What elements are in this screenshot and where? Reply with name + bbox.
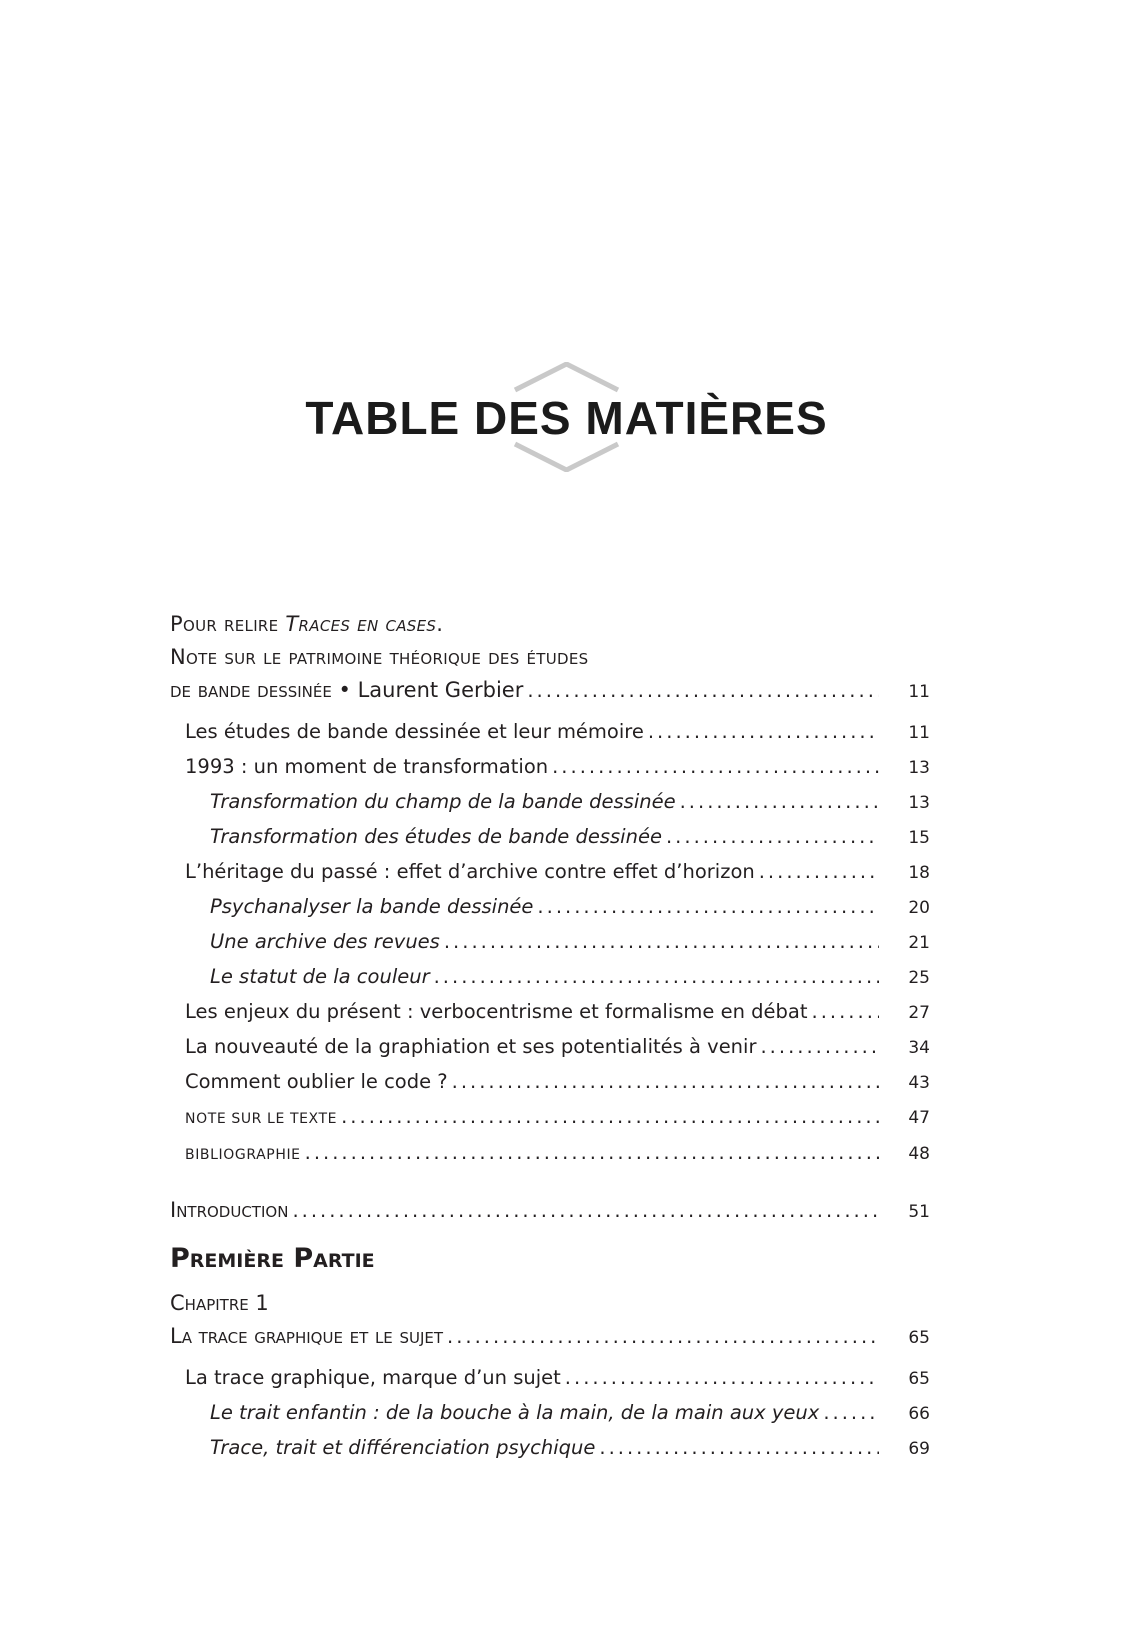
- preface-title-line-3: de bande dessinée: [170, 678, 332, 702]
- preface-author: Laurent Gerbier: [357, 678, 524, 702]
- leader-dots: [444, 925, 879, 958]
- toc-page-number: 34: [908, 1038, 930, 1058]
- toc-page-number: 18: [908, 863, 930, 883]
- leader-dots: [341, 1100, 879, 1133]
- toc-entry-label: Transformation des études de bande dessinée: [210, 825, 662, 848]
- toc-entry-bibliography[interactable]: [170, 1136, 930, 1172]
- toc-entry-label: Le trait enfantin : de la bouche à la main, de la main aux yeux: [210, 1401, 820, 1424]
- toc-page-number: 48: [908, 1144, 930, 1164]
- part-heading: Première Partie: [170, 1243, 375, 1274]
- toc-entry-label: BIBLIOGRAPHIE: [185, 1147, 301, 1163]
- leader-dots: [760, 1030, 879, 1063]
- toc-entry[interactable]: [170, 1030, 930, 1065]
- toc-page-number: 13: [908, 793, 930, 813]
- toc-page-number: 11: [908, 723, 930, 743]
- toc-entry[interactable]: [170, 715, 930, 750]
- toc-entry-label: Une archive des revues: [210, 930, 440, 953]
- toc-entry[interactable]: [170, 855, 930, 890]
- toc-entry-label: Transformation du champ de la bande dessinée: [210, 790, 676, 813]
- toc-subentry[interactable]: [170, 785, 930, 820]
- preface-title-prefix: Pour relire: [170, 612, 286, 636]
- preface-title-suffix: .: [436, 612, 444, 636]
- page-title: TABLE DES MATIÈRES: [305, 392, 828, 444]
- toc-subentry[interactable]: [170, 820, 930, 855]
- toc-entry-label: Le statut de la couleur: [210, 965, 430, 988]
- toc-entry-label: L’héritage du passé : effet d’archive contre effet d’horizon: [185, 860, 755, 883]
- preface-title-line-2: Note sur le patrimoine théorique des études: [170, 645, 589, 669]
- table-of-contents: [170, 608, 930, 1466]
- toc-subentry[interactable]: [170, 1431, 930, 1466]
- toc-page-number: 15: [908, 828, 930, 848]
- chapter-heading: Chapitre 1: [170, 1291, 269, 1315]
- toc-page-number: 47: [908, 1108, 930, 1128]
- toc-page-number: 21: [908, 933, 930, 953]
- preface-title-line-1: [170, 608, 930, 641]
- toc-entry[interactable]: [170, 1065, 930, 1100]
- toc-entry-label: Comment oublier le code ?: [185, 1070, 448, 1093]
- toc-page-number: 25: [908, 968, 930, 988]
- toc-page-number: 51: [908, 1202, 930, 1222]
- toc-entry-preface[interactable]: [170, 674, 930, 709]
- toc-page-number: 11: [908, 682, 930, 702]
- preface-title-italic: Traces en cases: [285, 612, 437, 636]
- toc-subentry[interactable]: [170, 925, 930, 960]
- toc-subentry[interactable]: [170, 890, 930, 925]
- toc-entry-label: Introduction: [170, 1198, 289, 1222]
- toc-page-number: 65: [908, 1328, 930, 1348]
- leader-dots: [680, 785, 879, 818]
- toc-entry-introduction[interactable]: [170, 1194, 930, 1229]
- toc-entry[interactable]: [170, 995, 930, 1030]
- toc-subentry[interactable]: [170, 1396, 930, 1431]
- toc-subentry[interactable]: [170, 960, 930, 995]
- toc-entry[interactable]: [170, 750, 930, 785]
- leader-dots: [552, 750, 879, 783]
- toc-entry-chapter-title[interactable]: [170, 1320, 930, 1355]
- leader-dots: [599, 1431, 879, 1464]
- toc-entry[interactable]: [170, 1361, 930, 1396]
- toc-page-number: 69: [908, 1439, 930, 1459]
- leader-dots: [666, 820, 879, 853]
- toc-entry-label: 1993 : un moment de transformation: [185, 755, 549, 778]
- bullet-separator: •: [331, 678, 358, 702]
- toc-entry-label: [170, 674, 523, 707]
- leader-dots: [452, 1065, 879, 1098]
- leader-dots: [823, 1396, 879, 1429]
- leader-dots: [537, 890, 879, 923]
- leader-dots: [812, 995, 880, 1028]
- toc-page-number: 20: [908, 898, 930, 918]
- leader-dots: [527, 674, 879, 707]
- toc-page-number: 65: [908, 1369, 930, 1389]
- leader-dots: [648, 715, 879, 748]
- toc-page-number: 66: [908, 1404, 930, 1424]
- toc-page-number: 27: [908, 1003, 930, 1023]
- leader-dots: [434, 960, 879, 993]
- leader-dots: [447, 1320, 879, 1353]
- leader-dots: [305, 1136, 879, 1169]
- toc-entry-label: La nouveauté de la graphiation et ses potentialités à venir: [185, 1035, 757, 1058]
- toc-page-number: 13: [908, 758, 930, 778]
- toc-entry-label: NOTE SUR LE TEXTE: [185, 1111, 338, 1127]
- toc-entry-label: Les études de bande dessinée et leur mémoire: [185, 720, 644, 743]
- toc-page-number: 43: [908, 1073, 930, 1093]
- toc-entry-note[interactable]: [170, 1100, 930, 1136]
- leader-dots: [759, 855, 879, 888]
- leader-dots: [292, 1194, 879, 1227]
- toc-entry-label: Psychanalyser la bande dessinée: [210, 895, 534, 918]
- toc-entry-label: Trace, trait et différenciation psychique: [210, 1436, 596, 1459]
- toc-entry-label: La trace graphique, marque d’un sujet: [185, 1366, 561, 1389]
- leader-dots: [565, 1361, 879, 1394]
- toc-entry-label: Les enjeux du présent : verbocentrisme et formalisme en débat: [185, 1000, 808, 1023]
- title-block: [0, 362, 1133, 472]
- toc-entry-label: La trace graphique et le sujet: [170, 1324, 444, 1348]
